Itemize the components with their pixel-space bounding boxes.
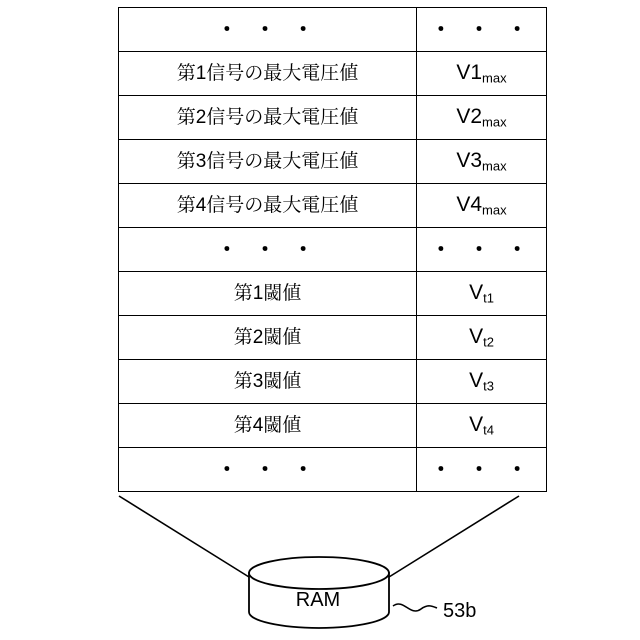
- memory-map-table: [118, 7, 547, 492]
- row-label: 第3閾値: [119, 360, 417, 404]
- row-value: $V_{t4}$: [417, 404, 547, 448]
- row-label: ・ ・ ・: [119, 448, 417, 492]
- row-label: 第2閾値: [119, 316, 417, 360]
- row-value: ・ ・ ・: [417, 8, 547, 52]
- row-value: $V_{t1}$: [417, 272, 547, 316]
- row-value: $V_{t3}$: [417, 360, 547, 404]
- table-row: [119, 96, 547, 140]
- row-value: $V3_{max}$: [417, 140, 547, 184]
- row-label: 第4閾値: [119, 404, 417, 448]
- reference-leader-line: [393, 604, 437, 611]
- table-row: [119, 316, 547, 360]
- table-row: [119, 184, 547, 228]
- table-row: [119, 448, 547, 492]
- table-row: [119, 140, 547, 184]
- memory-map-rows: [119, 8, 547, 492]
- row-value: ・ ・ ・: [417, 228, 547, 272]
- row-value: ・ ・ ・: [417, 448, 547, 492]
- row-label: 第4信号の最大電圧値: [119, 184, 417, 228]
- row-label: 第2信号の最大電圧値: [119, 96, 417, 140]
- table-row: [119, 52, 547, 96]
- row-value: $V_{t2}$: [417, 316, 547, 360]
- funnel-line-right: [389, 496, 519, 577]
- row-value: $V1_{max}$: [417, 52, 547, 96]
- row-value: $V2_{max}$: [417, 96, 547, 140]
- row-label: ・ ・ ・: [119, 228, 417, 272]
- row-label: 第3信号の最大電圧値: [119, 140, 417, 184]
- ram-label: RAM: [295, 589, 341, 611]
- row-label: ・ ・ ・: [119, 8, 417, 52]
- row-value: $V4_{max}$: [417, 184, 547, 228]
- table-row: [119, 360, 547, 404]
- table-row: [119, 228, 547, 272]
- table-row: [119, 8, 547, 52]
- row-label: 第1閾値: [119, 272, 417, 316]
- table-row: [119, 404, 547, 448]
- table-row: [119, 272, 547, 316]
- reference-numeral-label: 53b: [443, 600, 477, 622]
- ram-cylinder-top: [249, 557, 389, 589]
- funnel-line-left: [119, 496, 249, 577]
- row-label: 第1信号の最大電圧値: [119, 52, 417, 96]
